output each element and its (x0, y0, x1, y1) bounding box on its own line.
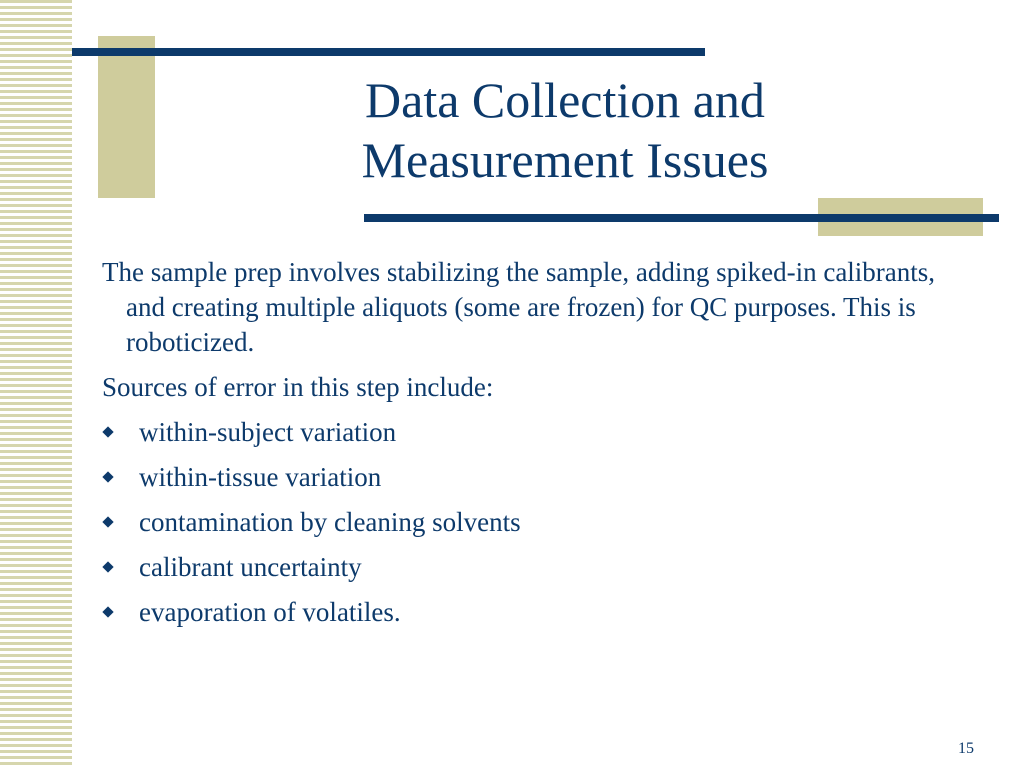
page-number: 15 (958, 740, 974, 757)
list-item (102, 460, 952, 495)
accent-block-top (98, 36, 155, 198)
title-rule-bottom (364, 214, 999, 222)
slide-body (102, 255, 952, 640)
list-item-text: evaporation of volatiles. (139, 597, 401, 627)
slide-title-line-2: Measurement Issues (361, 132, 769, 188)
diamond-bullet-icon (102, 426, 113, 437)
diamond-bullet-icon (102, 516, 113, 527)
diamond-bullet-icon (102, 471, 113, 482)
slide-title (230, 70, 900, 190)
list-item-text: within-subject variation (139, 417, 397, 447)
list-item-text: calibrant uncertainty (139, 552, 362, 582)
list-item (102, 415, 952, 450)
list-item-text: contamination by cleaning solvents (139, 507, 521, 537)
list-item (102, 595, 952, 630)
diamond-bullet-icon (102, 606, 113, 617)
slide-title-line-1: Data Collection and (365, 72, 765, 128)
body-paragraph-1: The sample prep involves stabilizing the sample, adding spiked-in calibrants, and creating multiple aliquots (some are frozen) for QC purposes. This is roboticized. (102, 257, 936, 357)
list-item (102, 505, 952, 540)
body-paragraph-2: Sources of error in this step include: (102, 372, 494, 402)
decorative-stripes (0, 0, 72, 768)
title-rule-top (72, 48, 705, 56)
list-item (102, 550, 952, 585)
error-sources-list (102, 415, 952, 630)
list-item-text: within-tissue variation (139, 462, 382, 492)
diamond-bullet-icon (102, 561, 113, 572)
